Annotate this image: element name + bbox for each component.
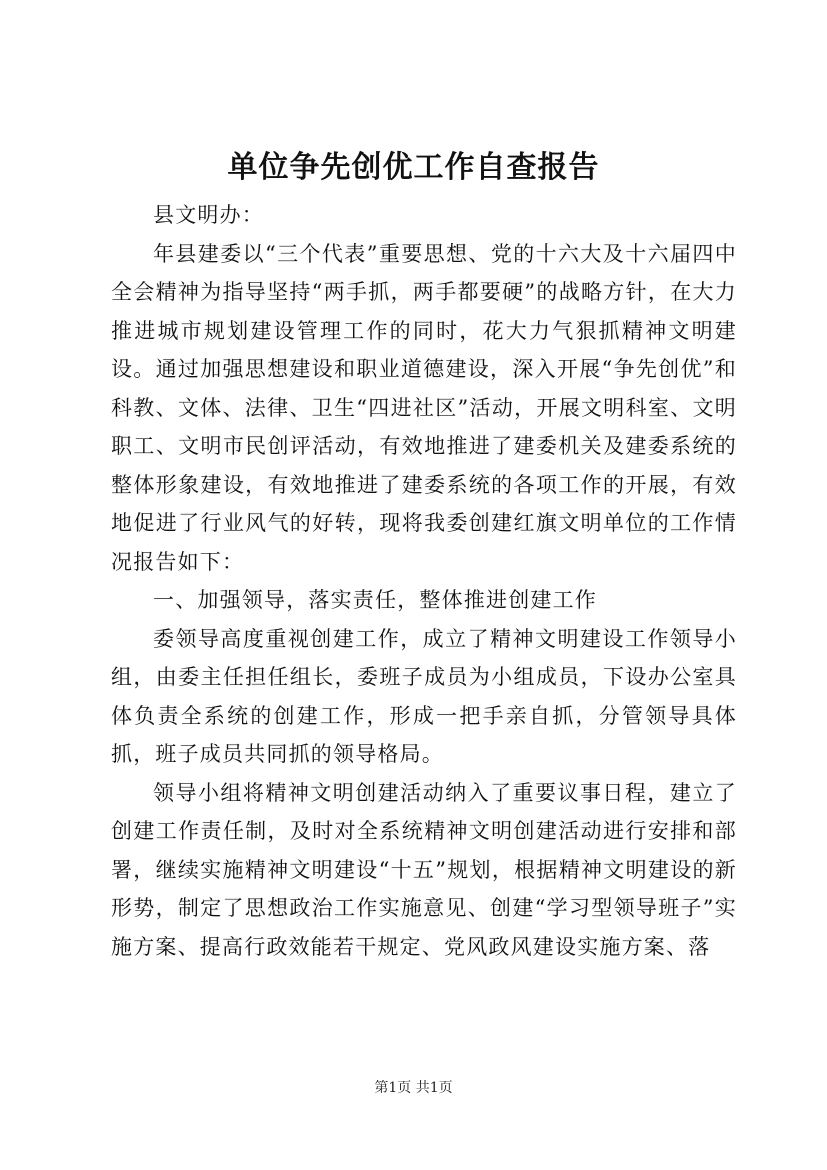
paragraph-leadership: 委领导高度重视创建工作，成立了精神文明建设工作领导小组，由委主任担任组长，委班子成员为小组成员，下设办公室具体负责全系统的创建工作，形成一把手亲自抓，分管领导具体抓，班子成员共同抓的领导格局。	[111, 626, 737, 766]
section-heading: 一、加强领导，落实责任，整体推进创建工作	[153, 588, 597, 612]
paragraph-intro: 年县建委以“三个代表”重要思想、党的十六大及十六届四中全会精神为指导坚持“两手抓，两手都要硬”的战略方针，在大力推进城市规划建设管理工作的同时，花大力气狠抓精神文明建设。通过加强思想建设和职业道德建设，深入开展“争先创优”和科教、文体、法律、卫生“四进社区”活动，开展文明科室、文明职工、文明市民创评活动，有效地推进了建委机关及建委系统的整体形象建设，有效地推进了建委系统的各项工作的开展，有效地促进了行业风气的好转，现将我委创建红旗文明单位的工作情况报告如下：	[111, 241, 737, 574]
page-number-footer: 第1页 共1页	[374, 1080, 453, 1096]
salutation: 县文明办：	[153, 203, 264, 227]
document-body	[111, 196, 737, 966]
document-title: 单位争先创优工作自查报告	[227, 150, 600, 185]
paragraph-agenda: 领导小组将精神文明创建活动纳入了重要议事日程，建立了创建工作责任制，及时对全系统精神文明创建活动进行安排和部署，继续实施精神文明建设“十五”规划，根据精神文明建设的新形势，制定了思想政治工作实施意见、创建“学习型领导班子”实施方案、提高行政效能若干规定、党风政风建设实施方案、落	[111, 780, 737, 959]
